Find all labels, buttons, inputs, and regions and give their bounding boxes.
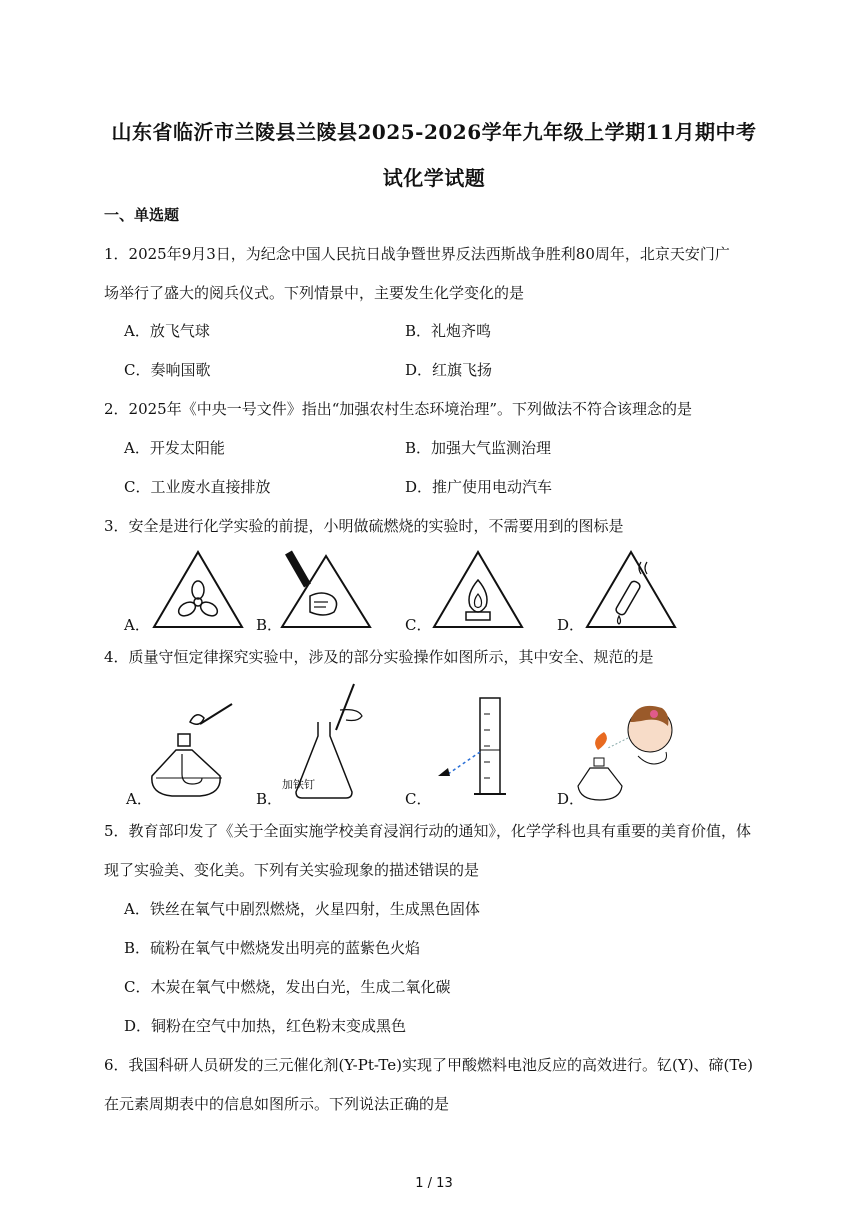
hand-wash-icon [280,550,372,630]
flask-figure [280,682,380,802]
question-4-text: 4．质量守恒定律探究实验中，涉及的部分实验操作如图所示，其中安全、规范的是 [104,648,654,666]
question-2-text: 2．2025年《中央一号文件》指出“加强农村生态环境治理”。下列做法不符合该理念的是 [104,400,693,418]
q3-option-a: A． [124,616,150,634]
measuring-cylinder-figure [428,694,528,806]
flame-icon [432,550,524,630]
q2-option-c: C．工业废水直接排放 [124,478,271,496]
q3-option-d: D． [557,616,585,634]
blow-out-lamp-figure [580,700,680,806]
page-title-line2: 试化学试题 [382,166,486,190]
question-5-text-line2: 现了实验美、变化美。下列有关实验现象的描述错误的是 [104,861,480,879]
q4-option-c: C． [405,790,432,808]
q1-option-a: A．放飞气球 [124,322,210,340]
q1-option-d: D．红旗飞扬 [405,361,493,379]
q4-option-b: B． [256,790,283,808]
q2-option-b: B．加强大气监测治理 [405,439,552,457]
q2-option-a: A．开发太阳能 [124,439,225,457]
q5-option-d: D．铜粉在空气中加热，红色粉末变成黑色 [124,1017,407,1035]
q5-option-a: A．铁丝在氧气中剧烈燃烧，火星四射，生成黑色固体 [124,900,480,918]
q3-option-c: C． [405,616,432,634]
alcohol-lamp-figure [150,700,240,808]
question-6-text: 6．我国科研人员研发的三元催化剂(Y-Pt-Te)实现了甲酸燃料电池反应的高效进行。钇(Y)、碲(Te) [104,1056,753,1074]
question-5-text: 5．教育部印发了《关于全面实施学校美育浸润行动的通知》，化学学科也具有重要的美育价值，体 [104,822,752,840]
flask-label: 加铁钉 [282,779,315,791]
q4-option-d: D． [557,790,585,808]
q3-option-b: B． [256,616,283,634]
question-1-text: 1．2025年9月3日，为纪念中国人民抗日战争暨世界反法西斯战争胜利80周年，北京天安门广 [104,245,730,263]
q4-option-a: A． [126,790,152,808]
question-3-text: 3．安全是进行化学实验的前提，小明做硫燃烧的实验时，不需要用到的图标是 [104,517,624,535]
hot-surface-icon [585,550,677,630]
section-heading: 一、单选题 [104,206,180,224]
question-6-text-line2: 在元素周期表中的信息如图所示。下列说法正确的是 [104,1095,450,1113]
q5-option-c: C．木炭在氧气中燃烧，发出白光，生成二氧化碳 [124,978,451,996]
q5-option-b: B．硫粉在氧气中燃烧发出明亮的蓝紫色火焰 [124,939,421,957]
q1-option-c: C．奏响国歌 [124,361,211,379]
page-title: 山东省临沂市兰陵县兰陵县2025-2026学年九年级上学期11月期中考 [111,120,757,144]
fan-icon [152,550,244,630]
question-1-text-line2: 场举行了盛大的阅兵仪式。下列情景中，主要发生化学变化的是 [104,284,525,302]
q2-option-d: D．推广使用电动汽车 [405,478,553,496]
page-number: 1 / 13 [415,1176,453,1191]
q1-option-b: B．礼炮齐鸣 [405,322,492,340]
